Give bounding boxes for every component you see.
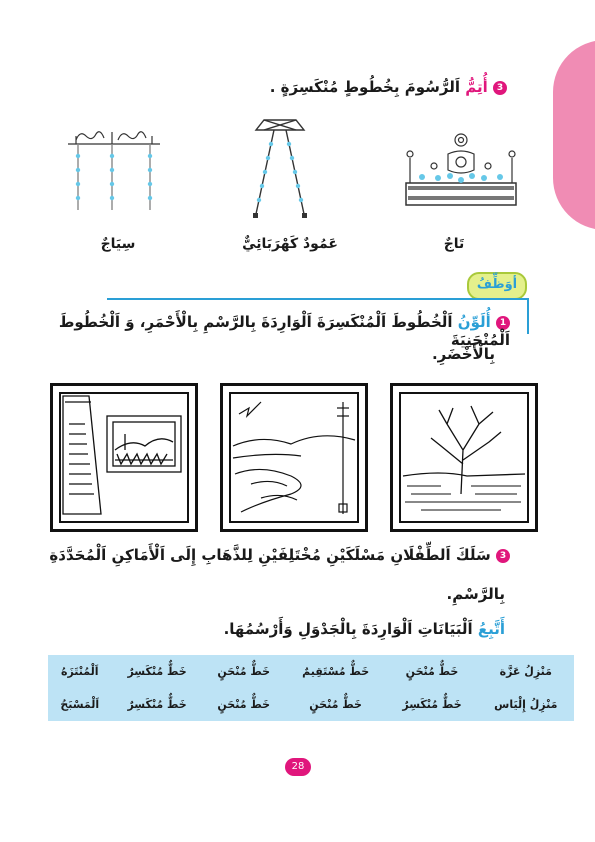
picture-tree-lake (390, 383, 538, 532)
table-cell: خَطٌّ مُنْحَنٍ (217, 665, 271, 678)
exercise-verb: أُتِمُّ (465, 78, 488, 96)
exercise-1-line1 (40, 313, 510, 349)
exercise-verb: أُلَوِّنُ (457, 313, 491, 331)
table-cell: اَلْمَسْبَحُ (60, 698, 100, 711)
picture-pole-river (220, 383, 368, 532)
exercise-text: سَلَكَ اَلطِّفْلَانِ مَسْلَكَيْنِ مُخْتَلِفَيْنِ لِلذَّهَابِ إِلَى اَلْأَمَاكِنِ اَلْمُحَدَّدَةِ (49, 546, 491, 564)
table-cell: مَنْزِلُ إِلْيَاس (494, 698, 558, 711)
exercise-3b-line2: بِالرَّسْمِ. (446, 585, 505, 603)
pole-river-drawing (231, 394, 357, 521)
table-cell: خَطٌّ مُسْتَقِيمٌ (302, 665, 370, 678)
exercise-number: 3 (496, 549, 510, 563)
table-row (48, 688, 574, 721)
table-cell: خَطٌّ مُنْحَنٍ (405, 665, 459, 678)
exercise-3b-line1 (30, 546, 510, 564)
exercise-text: اَلْخُطُوطَ اَلْمُنْكَسِرَةَ اَلْوَارِدَةَ بِالرَّسْمِ بِالْأَحْمَرِ، وَ اَلْخُطُوطَ اَلْمُنْحَنِيَةَ (58, 313, 510, 349)
tree-lake-drawing (401, 394, 527, 521)
instruction-verb: أَتَّبِعُ (477, 620, 505, 638)
exercise-3-title (87, 78, 507, 96)
caption-fence: سِيَاجٌ (100, 236, 136, 252)
table-cell: خَطٌّ مُنْكَسِرٌ (127, 665, 187, 678)
table-cell: خَطٌّ مُنْكَسِرٌ (402, 698, 462, 711)
caption-pylon: عَمُودٌ كَهْرَبَائِيٌّ (242, 236, 338, 252)
table-instruction (85, 620, 505, 638)
picture-window-stairs (50, 383, 198, 532)
exercise-number: 3 (493, 81, 507, 95)
instruction-text: اَلْبَيَانَاتِ اَلْوَارِدَةَ بِالْجَدْوَلِ وَأَرْسُمُهَا. (223, 620, 473, 638)
exercise-1-line2: بِالْأَخْضَرِ. (431, 345, 495, 363)
table-cell: خَطٌّ مُنْحَنٍ (217, 698, 271, 711)
chapter-tab (553, 40, 595, 230)
pylon-drawing (240, 116, 320, 224)
exercise-number: 1 (496, 316, 510, 330)
table-cell: مَنْزِلُ عَزَّة (499, 665, 552, 678)
fence-drawing (66, 126, 166, 216)
exercise-text: اَلرُّسُومَ بِخُطُوطٍ مُنْكَسِرَةٍ . (269, 78, 460, 96)
page-number: 28 (285, 758, 311, 776)
table-cell: خَطٌّ مُنْحَنٍ (309, 698, 362, 711)
route-table (48, 655, 574, 721)
window-stairs-drawing (61, 394, 187, 521)
crown-drawing (398, 130, 526, 215)
table-cell: خَطٌّ مُنْكَسِرٌ (127, 698, 187, 711)
section-badge: أوَظِّفُ (467, 272, 527, 300)
table-row (48, 655, 574, 688)
caption-crown: تَاجٌ (443, 236, 465, 252)
table-cell: اَلْمُنْتَزَهُ (60, 665, 99, 678)
